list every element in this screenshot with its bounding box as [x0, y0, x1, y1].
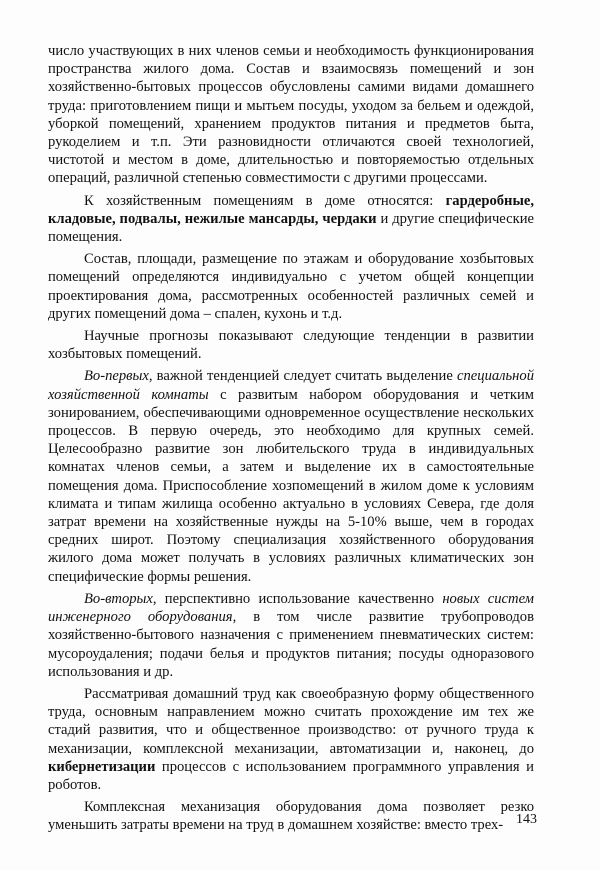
- paragraph-2-lead: К хозяйственным помещениям в доме относятся:: [84, 192, 446, 209]
- paragraph-1: [48, 42, 534, 188]
- paragraph-5-text-b: с развитым набором оборудования и четким зонированием, обеспечивающими одновременное осуществление нескольких процессов. В первую очередь, это необходимо для крупных семей. Целесообразно развитие зон любительского труда в индивидуальных комнатах членов семьи, а затем и выделение их в самостоятельные помещения дома. Приспособление хозпомещений в жилом доме к условиям климата и типам жилища особенно актуально в условиях Севера, где доля затрат времени на хозяйственные нужды на 5-10% выше, чем в городах средних широт. Поэтому специализация хозяйственного оборудования жилого дома может получать в условиях различных климатических зон специфические формы решения.: [48, 386, 535, 585]
- cybernetization-emphasis: кибернетизации: [48, 758, 156, 775]
- paragraph-1-text: число участвующих в них членов семьи и необходимость функционирования пространства жилого дома. Состав и взаимосвязь помещений и зон хозяйственно-бытовых процессов обусловлены самими видами домашнего труда: приготовлением пищи и мытьем посуды, уходом за бельем и одеждой, уборкой помещений, хранением продуктов питания и предметов быта, рукоделием и т.п. Эти разновидности отличаются своей технологией, чистотой и местом в доме, длительностью и повторяемостью отдельных операций, различной степенью совместимости с другими процессами.: [48, 43, 534, 187]
- paragraph-2: [48, 192, 534, 247]
- room-types-emphasis: гардеробные, кладовые, подвалы, нежилые мансарды, чердаки: [48, 192, 534, 227]
- paragraph-8: [48, 798, 534, 834]
- paragraph-4-text: Научные прогнозы показывают следующие тенденции в развитии хозбытовых помещений.: [48, 328, 534, 363]
- paragraph-6-text-b: , в том числе развитие трубопроводов хозяйственно-бытового назначения с применением пневматических систем: мусороудаления; подачи белья и продуктов питания; посуды одноразового использования и др.: [48, 609, 534, 680]
- paragraph-2-tail: и другие специфические помещения.: [48, 210, 534, 246]
- paragraph-7-text-a: Рассматривая домашний труд как своеобразную форму общественного труда, основным направлением можно считать прохождение им тех же стадий развития, что и общественное производство: от ручного труда к механизации, комплексной механизации, автоматизации и, наконец, до: [48, 685, 534, 757]
- paragraph-7-text-b: процессов с использованием программного управления и роботов.: [48, 758, 534, 793]
- paragraph-6: [48, 590, 534, 681]
- paragraph-4: [48, 327, 534, 363]
- page-number: 143: [516, 812, 537, 827]
- engineering-systems-emphasis: новых систем инженерного оборудования: [48, 590, 534, 626]
- paragraph-3: [48, 250, 534, 323]
- body-text: [48, 42, 534, 835]
- paragraph-8-text: Комплексная механизация оборудования дома позволяет резко уменьшить затраты времени на труд в домашнем хозяйстве: вместо трех-: [48, 799, 534, 834]
- first-point-label: Во-первых: [84, 368, 149, 385]
- paragraph-3-text: Состав, площади, размещение по этажам и оборудование хозбытовых помещений определяются индивидуально с учетом общей концепции проектирования дома, рассмотренных особенностей различных семей и других помещений дома – спален, кухонь и т.д.: [48, 251, 534, 322]
- paragraph-5: [48, 367, 534, 585]
- paragraph-5-text-a: , важной тенденцией следует считать выделение: [148, 368, 458, 385]
- special-room-emphasis: специальной хозяйственной комнаты: [48, 368, 534, 403]
- paragraph-6-text-a: , перспективно использование качественно: [152, 590, 443, 607]
- second-point-label: Во-вторых: [84, 590, 153, 607]
- paragraph-7: [48, 685, 534, 794]
